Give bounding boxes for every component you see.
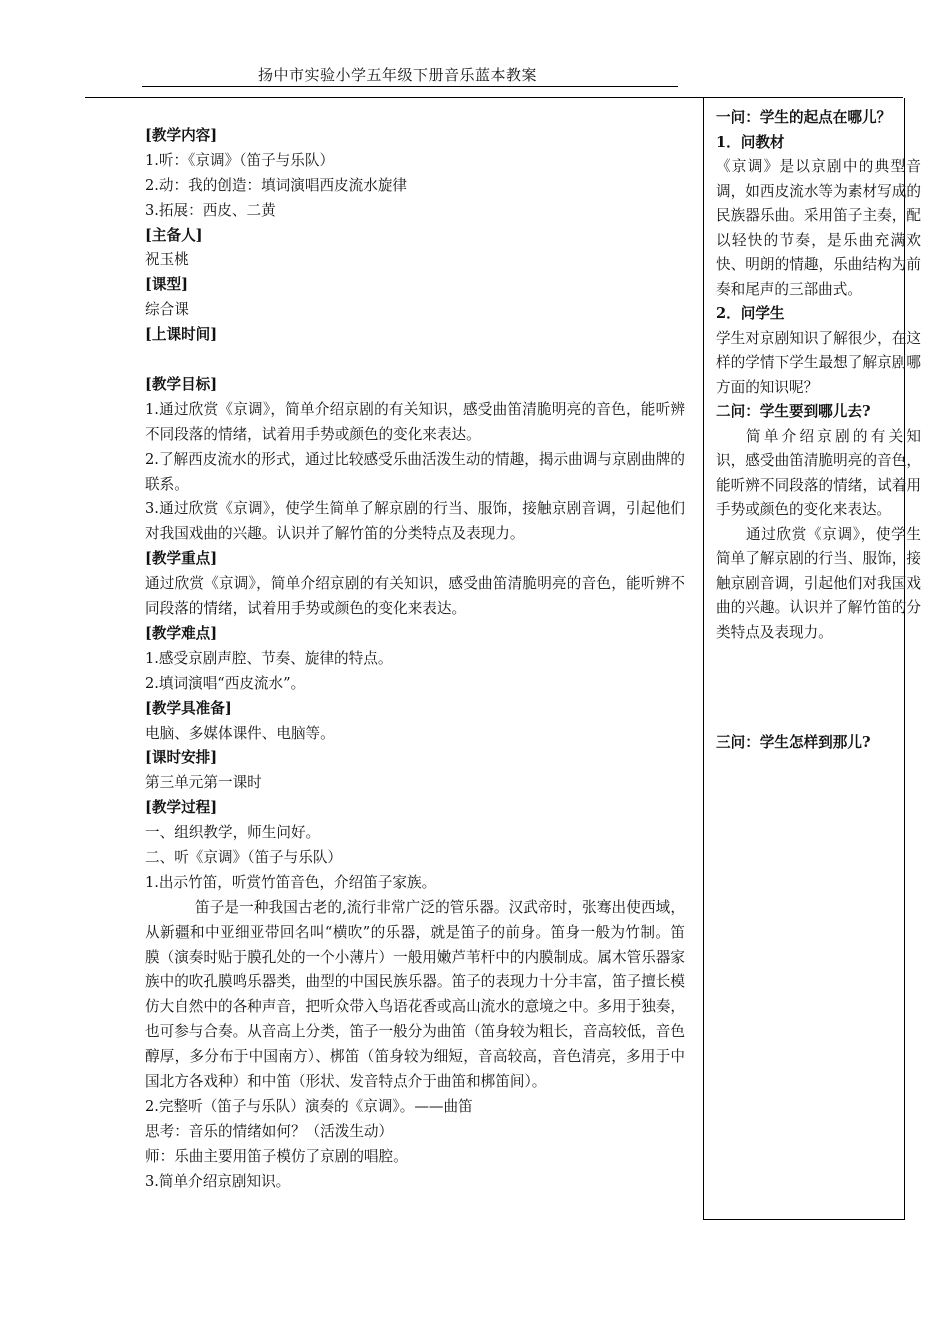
schedule-heading: [课时安排] [145, 749, 218, 767]
reflection-side-column [716, 106, 922, 756]
header-underline [142, 86, 678, 87]
blank-line [145, 348, 685, 373]
preparer-heading: [主备人] [145, 226, 203, 244]
content-heading: [教学内容] [145, 127, 218, 144]
difficulty-item: 1.感受京剧声腔、节奏、旋律的特点。 [145, 649, 393, 667]
lesson-type: 综合课 [145, 301, 189, 319]
question-three-heading: 三问：学生怎样到那儿? [716, 734, 871, 751]
key-points-heading: [教学重点] [145, 550, 218, 568]
content-item: 2.动：我的创造：填词演唱西皮流水旋律 [145, 176, 408, 194]
question-two-text: 简单介绍京剧的有关知识，感受曲笛清脆明亮的音色，能听辨不同段落的情绪，试着用手势或颜色的变化来表达。 [716, 427, 921, 518]
difficulties-heading: [教学难点] [145, 624, 218, 642]
process-step: 1.出示竹笛，听赏竹笛音色，介绍笛子家族。 [145, 873, 437, 891]
content-item: 1.听：《京调》（笛子与乐队） [145, 151, 335, 169]
process-step: 一、组织教学，师生问好。 [145, 824, 321, 842]
flute-introduction-paragraph: 笛子是一种我国古老的,流行非常广泛的管乐器。汉武帝时，张骞出使西域，从新疆和中亚细亚带回名叫“横吹”的乐器，就是笛子的前身。笛身一般为竹制。笛膜（演奏时贴于膜孔处的一个小薄片）一般用嫩芦苇杆中的内膜制成。属木管乐器家族中的吹孔膜鸣乐器类，曲型的中国民族乐器。笛子的表现力十分丰富，笛子擅长模仿大自然中的各种声音，把听众带入鸟语花香或高山流水的意境之中。多用于独奏，也可参与合奏。从音高上分类，笛子一般分为曲笛（笛身较为粗长，音高较低，音色醇厚，多分布于中国南方）、梆笛（笛身较为细短，音高较高，音色清亮，多用于中国北方各戏种）和中笛（形状、发音特点介于曲笛和梆笛间）。 [145, 898, 685, 1091]
side-spacer [716, 645, 922, 731]
difficulty-item: 2.填词演唱“西皮流水”。 [145, 674, 306, 692]
document-header-title: 扬中市实验小学五年级下册音乐蓝本教案 [258, 66, 538, 84]
preparer-name: 祝玉桃 [145, 251, 189, 269]
ask-textbook-text: 《京调》是以京剧中的典型音调，如西皮流水等为素材写成的民族器乐曲。采用笛子主奏，配以轻快的节奏，是乐曲充满欢快、明朗的情趣，乐曲结构为前奏和尾声的三部曲式。 [716, 158, 921, 298]
tools-heading: [教学具准备] [145, 699, 232, 717]
schedule-text: 第三单元第一课时 [145, 774, 262, 792]
ask-students-heading: 2．问学生 [716, 305, 785, 322]
lesson-plan-main-column [145, 124, 685, 1195]
process-step: 思考：音乐的情绪如何？（活泼生动） [145, 1122, 394, 1140]
question-one-heading: 一问：学生的起点在哪儿？ [716, 109, 892, 126]
lesson-type-heading: [课型] [145, 276, 188, 294]
tools-text: 电脑、多媒体课件、电脑等。 [145, 724, 335, 742]
goal-item: 2.了解西皮流水的形式，通过比较感受乐曲活泼生动的情趣，揭示曲调与京剧曲牌的联系。 [145, 450, 685, 493]
process-step: 3.简单介绍京剧知识。 [145, 1172, 291, 1190]
goal-item: 3.通过欣赏《京调》，使学生简单了解京剧的行当、服饰，接触京剧音调，引起他们对我国戏曲的兴趣。认识并了解竹笛的分类特点及表现力。 [145, 500, 685, 543]
content-item: 3.拓展：西皮、二黄 [145, 201, 276, 219]
question-two-heading: 二问：学生要到哪儿去? [716, 403, 871, 420]
question-two-text: 通过欣赏《京调》，使学生简单了解京剧的行当、服饰，接触京剧音调，引起他们对我国戏曲的兴趣。认识并了解竹笛的分类特点及表现力。 [716, 525, 921, 641]
goal-item: 1.通过欣赏《京调》，简单介绍京剧的有关知识，感受曲笛清脆明亮的音色，能听辨不同段落的情绪，试着用手势或颜色的变化来表达。 [145, 400, 685, 443]
ask-students-text: 学生对京剧知识了解很少，在这样的学情下学生最想了解京剧哪方面的知识呢？ [716, 329, 921, 396]
process-step: 2.完整听（笛子与乐队）演奏的《京调》。——曲笛 [145, 1097, 473, 1115]
process-step: 师：乐曲主要用笛子模仿了京剧的唱腔。 [145, 1147, 408, 1165]
process-step: 二、听《京调》（笛子与乐队） [145, 848, 343, 866]
process-heading: [教学过程] [145, 799, 218, 817]
goals-heading: [教学目标] [145, 375, 218, 393]
class-time-heading: [上课时间] [145, 326, 218, 344]
ask-textbook-heading: 1．问教材 [716, 133, 785, 151]
key-points-text: 通过欣赏《京调》，简单介绍京剧的有关知识，感受曲笛清脆明亮的音色，能听辨不同段落的情绪，试着用手势或颜色的变化来表达。 [145, 575, 685, 618]
